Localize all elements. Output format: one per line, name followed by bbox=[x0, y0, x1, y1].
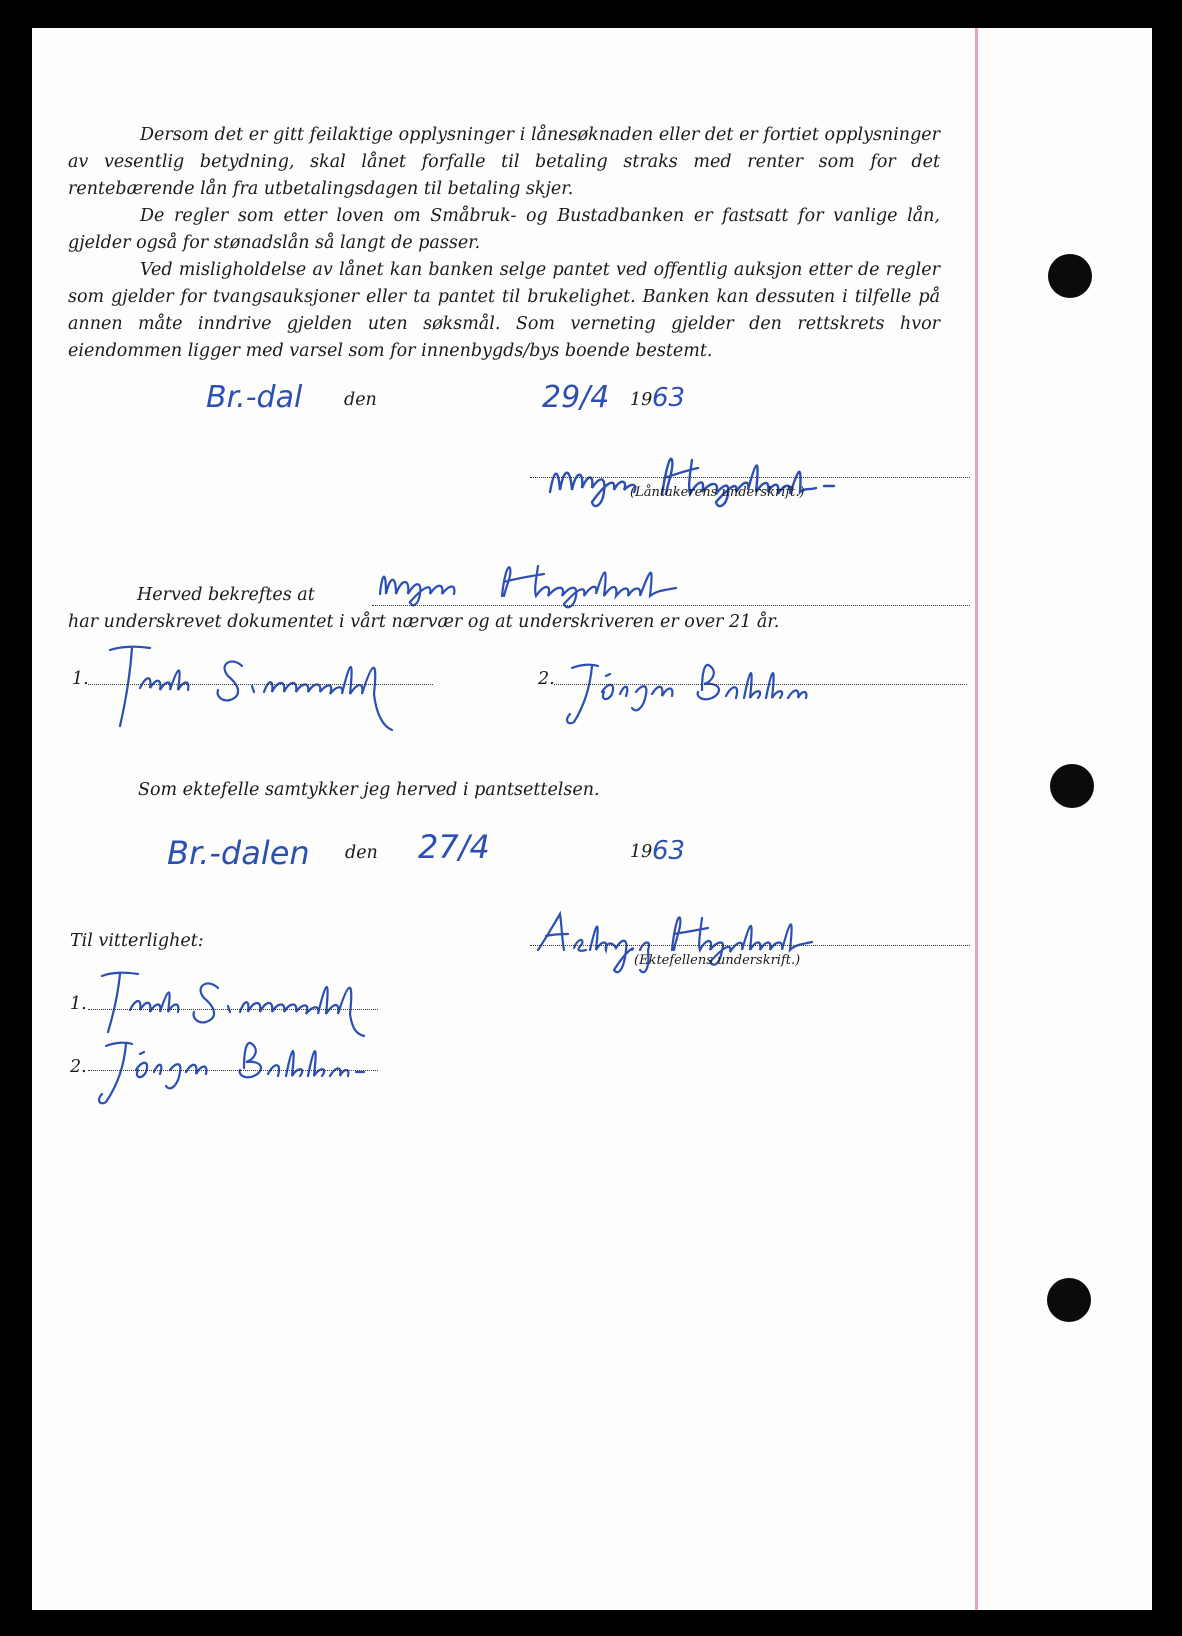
witness-2-signature bbox=[552, 648, 812, 728]
spouse-consent-text: Som ektefelle samtykker jeg herved i pantsettelsen. bbox=[138, 780, 600, 800]
confirmed-signature bbox=[372, 554, 752, 610]
witness-2-number: 2. bbox=[538, 669, 555, 689]
borrower-date: 29/4 bbox=[542, 380, 610, 415]
punch-hole bbox=[1050, 764, 1094, 808]
borrower-place: Br.-dal bbox=[206, 380, 303, 415]
witness-2-line bbox=[554, 684, 967, 685]
borrower-signature bbox=[542, 440, 862, 512]
borrower-year-prefix: 19 bbox=[630, 390, 653, 410]
witness-1-number: 1. bbox=[72, 669, 89, 689]
margin-line bbox=[975, 28, 978, 1610]
confirmation-label: Herved bekreftes at bbox=[137, 585, 315, 605]
spouse-signature bbox=[532, 904, 872, 984]
paragraph-default: Ved misligholdelse av lånet kan banken selge pantet ved offentlig auksjon etter de regler som gjelder for tvangsauksjoner eller ta pantet til brukelighet. Banken kan dessuten i tilfelle på annen måte inndrive gjelden uten søksmål. Som verneting gjelder den rettskrets hvor eiendommen ligger med varsel som for innenbygds/bys boende bestemt. bbox=[68, 260, 940, 361]
punch-hole bbox=[1048, 254, 1092, 298]
borrower-signature-caption: (Låntakerens underskrift.) bbox=[630, 485, 805, 500]
spouse-witness-1-line bbox=[88, 1009, 378, 1010]
spouse-witness-2-signature bbox=[84, 1028, 384, 1108]
borrower-signature-line bbox=[530, 477, 970, 478]
document-page bbox=[32, 28, 1152, 1610]
spouse-year-suffix: 63 bbox=[652, 836, 686, 866]
borrower-den-label: den bbox=[344, 390, 377, 410]
spouse-signature-caption: (Ektefellens underskrift.) bbox=[634, 953, 801, 968]
borrower-year-suffix: 63 bbox=[652, 383, 686, 413]
witness-1-line bbox=[88, 684, 433, 685]
spouse-witness-2-number: 2. bbox=[70, 1057, 87, 1077]
spouse-signature-line bbox=[530, 945, 970, 946]
spouse-year-prefix: 19 bbox=[630, 842, 653, 862]
spouse-witness-1-signature bbox=[88, 958, 388, 1038]
spouse-date: 27/4 bbox=[418, 828, 490, 866]
spouse-witness-1-number: 1. bbox=[70, 994, 87, 1014]
paragraph-regulations: De regler som etter loven om Småbruk- og Bustadbanken er fastsatt for vanlige lån, gjelder også for stønadslån så langt de passer. bbox=[68, 206, 940, 253]
punch-hole bbox=[1047, 1278, 1091, 1322]
confirmed-name-line bbox=[372, 605, 970, 606]
paragraph-misinformation: Dersom det er gitt feilaktige opplysninger i lånesøknaden eller det er fortiet opplysninger av vesentlig betydning, skal lånet forfalle til betaling straks med renter som for det rentebærende lån fra utbetalingsdagen til betaling skjer. bbox=[68, 125, 940, 199]
witness-label: Til vitterlighet: bbox=[70, 931, 204, 951]
spouse-witness-2-line bbox=[88, 1070, 378, 1071]
terms-text bbox=[68, 122, 940, 365]
spouse-place: Br.-dalen bbox=[167, 834, 310, 872]
spouse-den-label: den bbox=[345, 843, 378, 863]
confirmation-statement: har underskrevet dokumentet i vårt nærvær og at underskriveren er over 21 år. bbox=[68, 612, 780, 632]
